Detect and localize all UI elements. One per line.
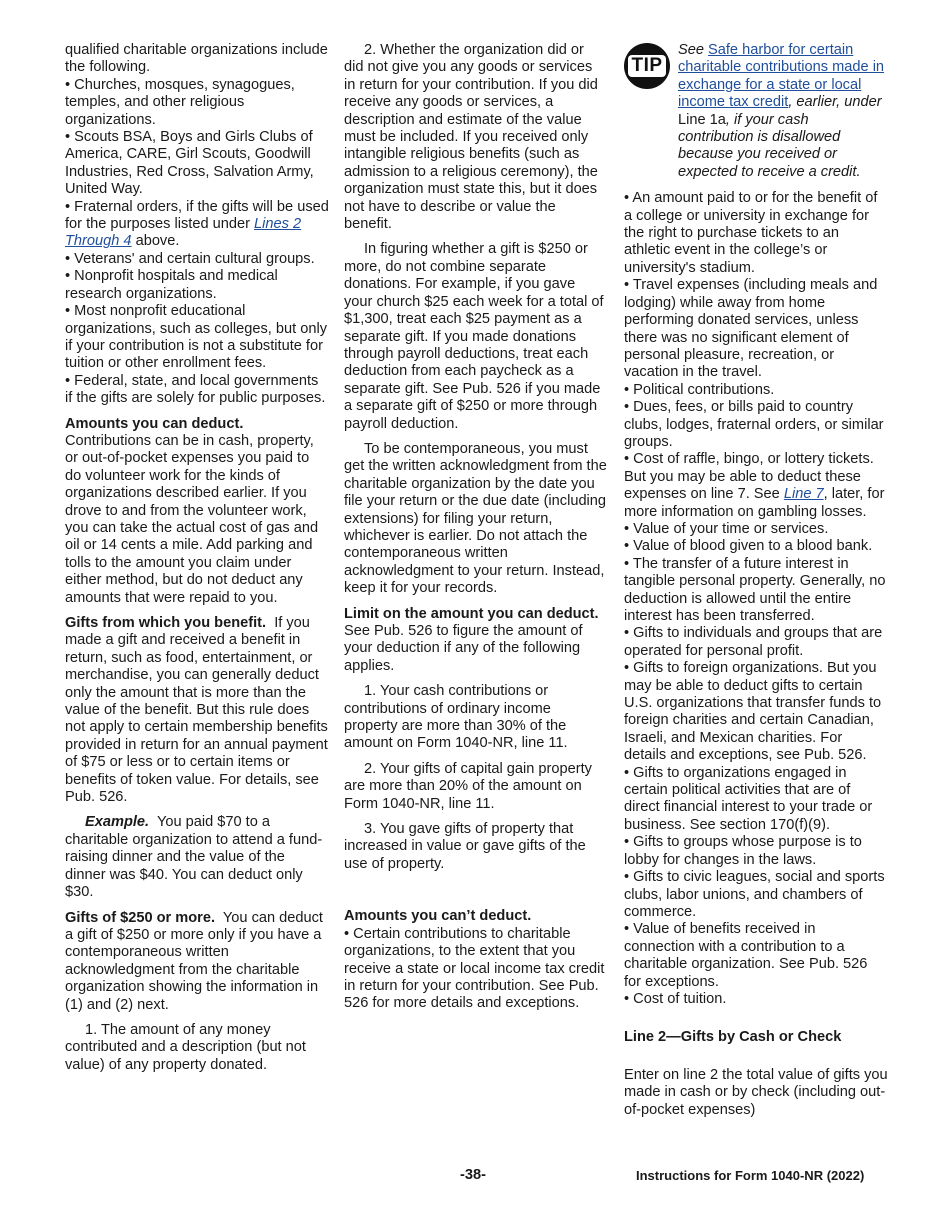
list-item: • Value of blood given to a blood bank. xyxy=(624,538,873,555)
list-item: • An amount paid to or for the benefit of a college or university in exchange for the right to purchase tickets to an athletic event in the college’s or university's stadium. xyxy=(624,190,878,276)
list-item: • Federal, state, and local governments if the gifts are solely for public purposes. xyxy=(65,372,326,407)
limit-paragraph: Limit on the amount you can deduct. See Pub. 526 to figure the amount of your deduction if any of the following applies. xyxy=(344,605,599,674)
limit-item: 1. Your cash contributions or contributions of ordinary income property are more than 30% of the amount on Form 1040-NR, line 11. xyxy=(344,683,568,752)
form-title: Instructions for Form 1040-NR (2022) xyxy=(636,1168,865,1183)
gifts-benefit-heading: Gifts from which you benefit. xyxy=(65,615,267,631)
gifts-benefit-paragraph: Gifts from which you benefit. If you made a gift and received a benefit in return, such as food, entertainment, or merchandise, you can generally deduct only the amount that is more than the value of the benefit. But this rule does not apply to certain membership benefits provided in return for an annual payment of $75 or less or to certain items or benefits of token value. For details, see Pub. 526. xyxy=(65,615,328,806)
column-left xyxy=(65,42,329,1074)
amounts-can-deduct-heading: Amounts you can deduct. xyxy=(65,415,244,432)
tip-box: TIP See Safe harbor for certain charitable contributions made in exchange for a state or local income tax credit, earlier, under Line 1a, if your cash contribution is disallowed because you received or expected to receive a credit. xyxy=(624,42,888,181)
list-item: • Gifts to organizations engaged in certain political activities that are of direct financial interest to your trade or business. See section 170(f)(9). xyxy=(624,764,873,833)
item-2: 2. Whether the organization did or did not give you any goods or services in return for your contribution. If you did receive any goods or services, a description and estimate of the value must be included. If you received only intangible religious benefits (such as admission to a religious ceremony), the organization must state this, but it does not have to describe or value the benefit. xyxy=(344,42,598,233)
contemporaneous-paragraph: To be contemporaneous, you must get the written acknowledgment from the charitable organization by the date you file your return or the due date (including extensions) for filing your return, whichever is earlier. Do not attach the contemporaneous written acknowledgment to your return. Instead, keep it for your records. xyxy=(344,440,607,597)
lines-2-through-4-link[interactable]: Lines 2 Through 4 xyxy=(65,216,302,250)
list-item: • Fraternal orders, if the gifts will be used for the purposes listed under Lines 2 Through 4 above. xyxy=(65,198,329,250)
list-item: • Political contributions. xyxy=(624,381,775,398)
list-item: • Scouts BSA, Boys and Girls Clubs of America, CARE, Girl Scouts, Goodwill Industries, Red Cross, Salvation Army, United Way. xyxy=(65,129,314,198)
example-paragraph: Example. You paid $70 to a charitable organization to attend a fund-raising dinner and the value of the dinner was $40. You can deduct only $30. xyxy=(65,814,323,901)
amounts-can-deduct-text: Contributions can be in cash, property, or out-of-pocket expenses you paid to do volunteer work for the kinds of organizations described earlier. If you drove to and from the volunteer work, you can take the actual cost of gas and oil or 14 cents a mile. Add parking and tolls to the amount you claim under either method, but do not deduct any amounts that were repaid to you. xyxy=(65,432,319,606)
list-item: • Travel expenses (including meals and lodging) while away from home performing donated services, unless there was no significant element of personal pleasure, recreation, or vacation in the travel. xyxy=(624,277,878,381)
list-item: • Gifts to foreign organizations. But you may be able to deduct gifts to certain U.S. organizations that transfer funds to foreign charities and certain Canadian, Israeli, and Mexican charities. For details and exceptions, see Pub. 526. xyxy=(624,660,882,764)
figuring-paragraph: In figuring whether a gift is $250 or more, do not combine separate donations. For example, if you gave your church $25 each week for a total of $1,300, treat each $25 payment as a separate gift. If you made donations through payroll deductions, treat each deduction from each paycheck as a separate gift. See Pub. 526 if you made a separate gift of $250 or more through payroll deduction. xyxy=(344,241,604,432)
page-number: -38- xyxy=(460,1167,486,1183)
list-item: • Cost of tuition. xyxy=(624,990,727,1007)
gifts-250-heading: Gifts of $250 or more. xyxy=(65,909,216,926)
list-item: • Cost of raffle, bingo, or lottery tickets. But you may be able to deduct these expenses on line 7. See Line 7, later, for more information on gambling losses. xyxy=(624,451,885,520)
item-1: 1. The amount of any money contributed and a description (but not value) of any property donated. xyxy=(65,1021,306,1073)
limit-item: 3. You gave gifts of property that increased in value or gave gifts of the use of property. xyxy=(344,821,586,872)
list-item: • Churches, mosques, synagogues, temples, and other religious organizations. xyxy=(65,76,295,128)
list-item: • Gifts to groups whose purpose is to lobby for changes in the laws. xyxy=(624,834,862,868)
list-item: • Most nonprofit educational organizations, such as colleges, but only if your contribution is not a substitute for tuition or other enrollment fees. xyxy=(65,303,328,372)
limit-item: 2. Your gifts of capital gain property are more than 20% of the amount on Form 1040-NR, line 11. xyxy=(344,760,592,812)
list-item: • Certain contributions to charitable organizations, to the extent that you receive a state or local income tax credit in return for your contribution. See Pub. 526 for more details and exceptions. xyxy=(344,925,605,1012)
list-item: • Veterans' and certain cultural groups. xyxy=(65,250,315,267)
column-right xyxy=(624,42,888,1119)
line-2-heading: Line 2—Gifts by Cash or Check xyxy=(624,1029,842,1046)
list-item: • Nonprofit hospitals and medical research organizations. xyxy=(65,268,278,302)
list-item: • Value of benefits received in connection with a contribution to a charitable organization. See Pub. 526 for exceptions. xyxy=(624,921,868,990)
list-item: • Gifts to civic leagues, social and sports clubs, labor unions, and chambers of commerce. xyxy=(624,869,885,920)
list-item: • Value of your time or services. xyxy=(624,520,829,537)
list-item: • Dues, fees, or bills paid to country clubs, lodges, fraternal orders, or similar groups. xyxy=(624,399,884,450)
line-2-text: Enter on line 2 the total value of gifts you made in cash or by check (including out-of-pocket expenses) xyxy=(624,1066,888,1118)
cant-deduct-heading: Amounts you can’t deduct. xyxy=(344,908,532,925)
gifts-250-paragraph: Gifts of $250 or more. You can deduct a gift of $250 or more only if you have a contemporaneous written acknowledgment from the charitable organization showing the information in (1) and (2) next. xyxy=(65,909,323,1013)
safe-harbor-link[interactable]: Safe harbor for certain charitable contributions made in exchange for a state or local income tax credit xyxy=(678,42,885,111)
list-item: • The transfer of a future interest in tangible personal property. Generally, no deduction is allowed until the entire interest has been transferred. xyxy=(624,555,886,624)
line-7-link[interactable]: Line 7 xyxy=(783,486,824,503)
tip-icon: TIP xyxy=(624,43,670,89)
orgs-intro: qualified charitable organizations include the following. xyxy=(65,42,328,76)
example-label: Example. xyxy=(85,814,150,831)
limit-heading: Limit on the amount you can deduct. xyxy=(344,605,599,622)
column-middle xyxy=(344,42,607,1013)
list-item: • Gifts to individuals and groups that are operated for personal profit. xyxy=(624,625,883,659)
